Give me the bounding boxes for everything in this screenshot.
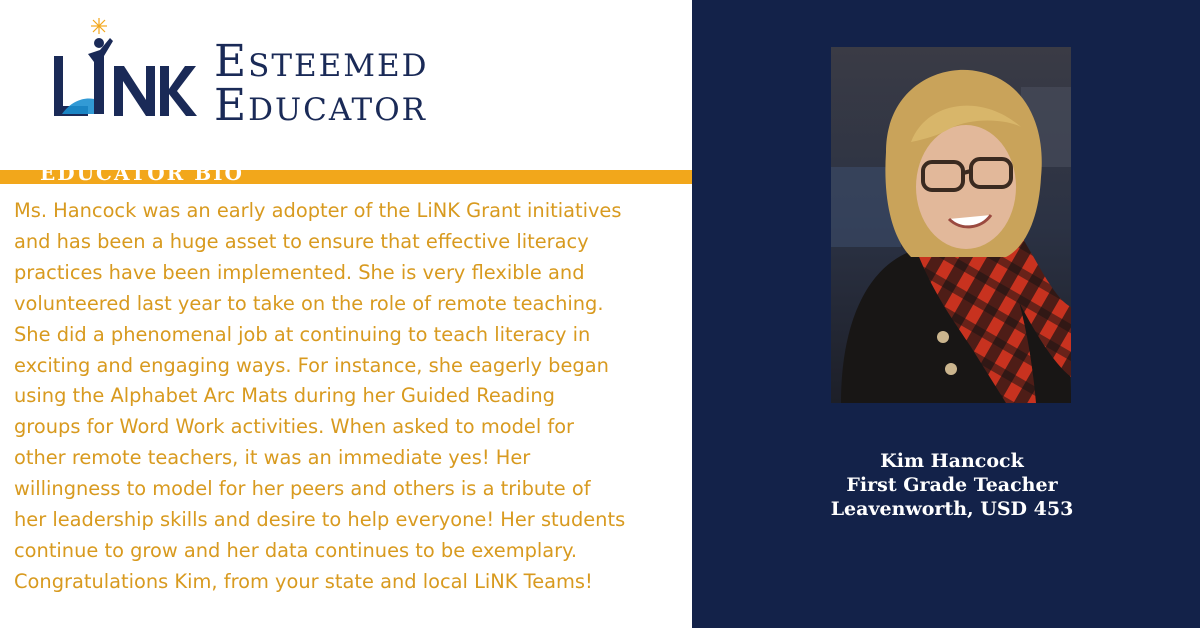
bio-line: using the Alphabet Arc Mats during her Guided Reading — [14, 384, 555, 408]
bio-line: continue to grow and her data continues to be exemplary. — [14, 538, 578, 562]
educator-photo — [831, 47, 1071, 403]
title-line-1: Esteemed — [214, 36, 429, 87]
bio-line: and has been a huge asset to ensure that effective literacy — [14, 229, 589, 253]
bio-line: willingness to model for her peers and others is a tribute of — [14, 477, 591, 501]
educator-district: Leavenworth, USD 453 — [830, 498, 1074, 520]
bio-line: groups for Word Work activities. When asked to model for — [14, 415, 575, 439]
educator-name: Kim Hancock — [880, 450, 1024, 472]
page-title — [214, 36, 429, 131]
educator-role: First Grade Teacher — [846, 474, 1058, 496]
educator-caption — [692, 449, 1200, 521]
bio-line: Congratulations Kim, from your state and local LiNK Teams! — [14, 569, 593, 593]
right-panel — [692, 0, 1200, 628]
link-logo — [48, 14, 198, 124]
star-icon — [91, 18, 107, 34]
bio-line: other remote teachers, it was an immediate yes! Her — [14, 446, 531, 470]
bio-line: Ms. Hancock was an early adopter of the LiNK Grant initiatives — [14, 199, 622, 222]
bio-section-label: EDUCATOR BIO — [40, 163, 244, 184]
bio-line: practices have been implemented. She is very flexible and — [14, 260, 585, 284]
title-line-2: Educator — [214, 80, 427, 131]
bio-line: exciting and engaging ways. For instance, she eagerly began — [14, 353, 609, 377]
bio-line: She did a phenomenal job at continuing to teach literacy in — [14, 322, 591, 346]
bio-line: volunteered last year to take on the role of remote teaching. — [14, 291, 604, 315]
bio-line: her leadership skills and desire to help everyone! Her students — [14, 508, 626, 532]
bio-text — [14, 196, 682, 598]
